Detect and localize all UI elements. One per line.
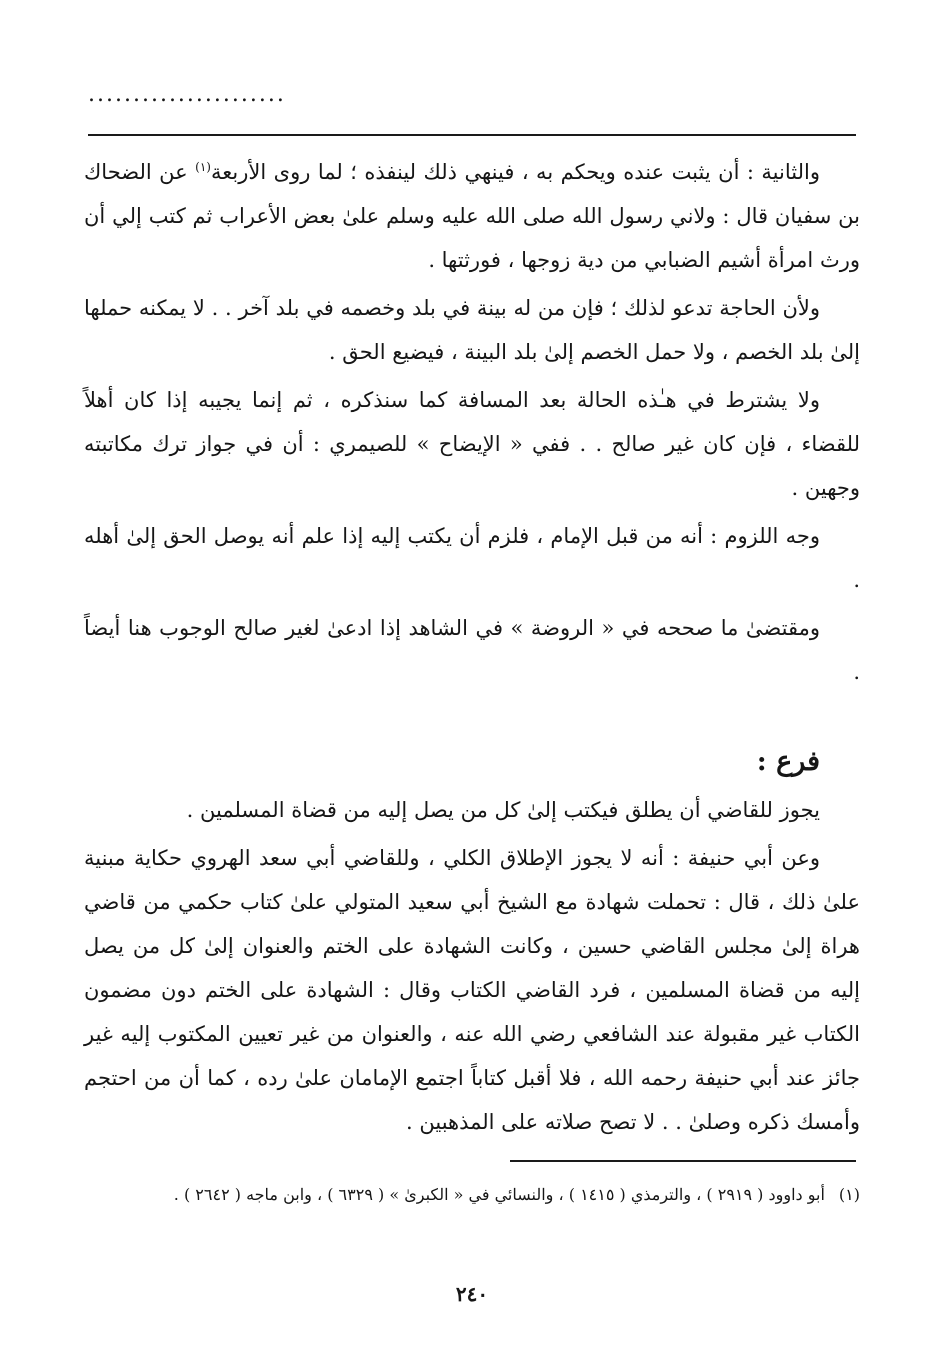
paragraph-4: وجه اللزوم : أنه من قبل الإمام ، فلزم أن يكتب إليه إذا علم أنه يوصل الحق إلىٰ أهله . xyxy=(84,524,860,592)
section-heading: فرع : xyxy=(756,746,820,777)
footnote-reference[interactable]: (١) xyxy=(195,160,211,174)
paragraph-3: ولا يشترط في هـٰذه الحالة بعد المسافة كما سنذكره ، ثم إنما يجيبه إذا كان أهلاً للقضاء ، فإن كان غير صالح . . ففي « الإيضاح » للصيمري : أن في جواز ترك مكاتبته وجهين . xyxy=(84,388,860,500)
footnote xyxy=(84,1178,860,1212)
paragraph-1 xyxy=(84,150,860,282)
paragraph-2: ولأن الحاجة تدعو لذلك ؛ فإن من له بينة في بلد وخصمه في بلد آخر . . لا يمكنه حملها إلىٰ بلد الخصم ، ولا حمل الخصم إلىٰ بلد البينة ، فيضيع الحق . xyxy=(84,296,860,364)
footnote-rule xyxy=(510,1160,856,1162)
main-text xyxy=(84,150,860,1148)
header-rule xyxy=(88,134,856,136)
header-dots: ...................... xyxy=(88,82,286,107)
section-paragraph-1: يجوز للقاضي أن يطلق فيكتب إلىٰ كل من يصل إليه من قضاة المسلمين . xyxy=(186,798,820,822)
footnote-number: (١) xyxy=(838,1185,860,1204)
page-number: ٢٤٠ xyxy=(455,1282,489,1306)
footnote-text: أبو داوود ( ٢٩١٩ ) ، والترمذي ( ١٤١٥ ) ، والنسائي في « الكبرىٰ » ( ٦٣٢٩ ) ، وابن ماجه ( ٢٦٤٢ ) . xyxy=(173,1185,825,1204)
paragraph-5: ومقتضىٰ ما صححه في « الروضة » في الشاهد إذا ادعىٰ لغير صالح الوجوب هنا أيضاً . xyxy=(84,616,860,684)
section-paragraph-2: وعن أبي حنيفة : أنه لا يجوز الإطلاق الكلي ، وللقاضي أبي سعد الهروي حكاية مبنية علىٰ ذلك ، قال : تحملت شهادة مع الشيخ أبي سعيد المتولي علىٰ كتاب حكمي من قاضي هراة إلىٰ مجلس القاضي حسين ، وكانت الشهادة على الختم والعنوان إلىٰ كل من يصل إليه من قضاة المسلمين ، فرد القاضي الكتاب وقال : الشهادة على الختم دون مضمون الكتاب غير مقبولة عند الشافعي رضي الله عنه ، والعنوان من غير تعيين المكتوب إليه غير جائز عند أبي حنيفة رحمه الله ، فلا أقبل كتاباً اجتمع الإمامان علىٰ رده ، كما أن من احتجم وأمسك ذكره وصلىٰ . . لا تصح صلاته على المذهبين . xyxy=(84,846,860,1134)
paragraph-1-tail: عن الضحاك بن سفيان قال : ولاني رسول الله صلى الله عليه وسلم علىٰ بعض الأعراب ثم كتب إلي أن ورث امرأة أشيم الضبابي من دية زوجها ، فورثتها . xyxy=(84,160,860,272)
paragraph-1-head: والثانية : أن يثبت عنده ويحكم به ، فينهي ذلك لينفذه ؛ لما روى الأربعة xyxy=(210,160,820,184)
